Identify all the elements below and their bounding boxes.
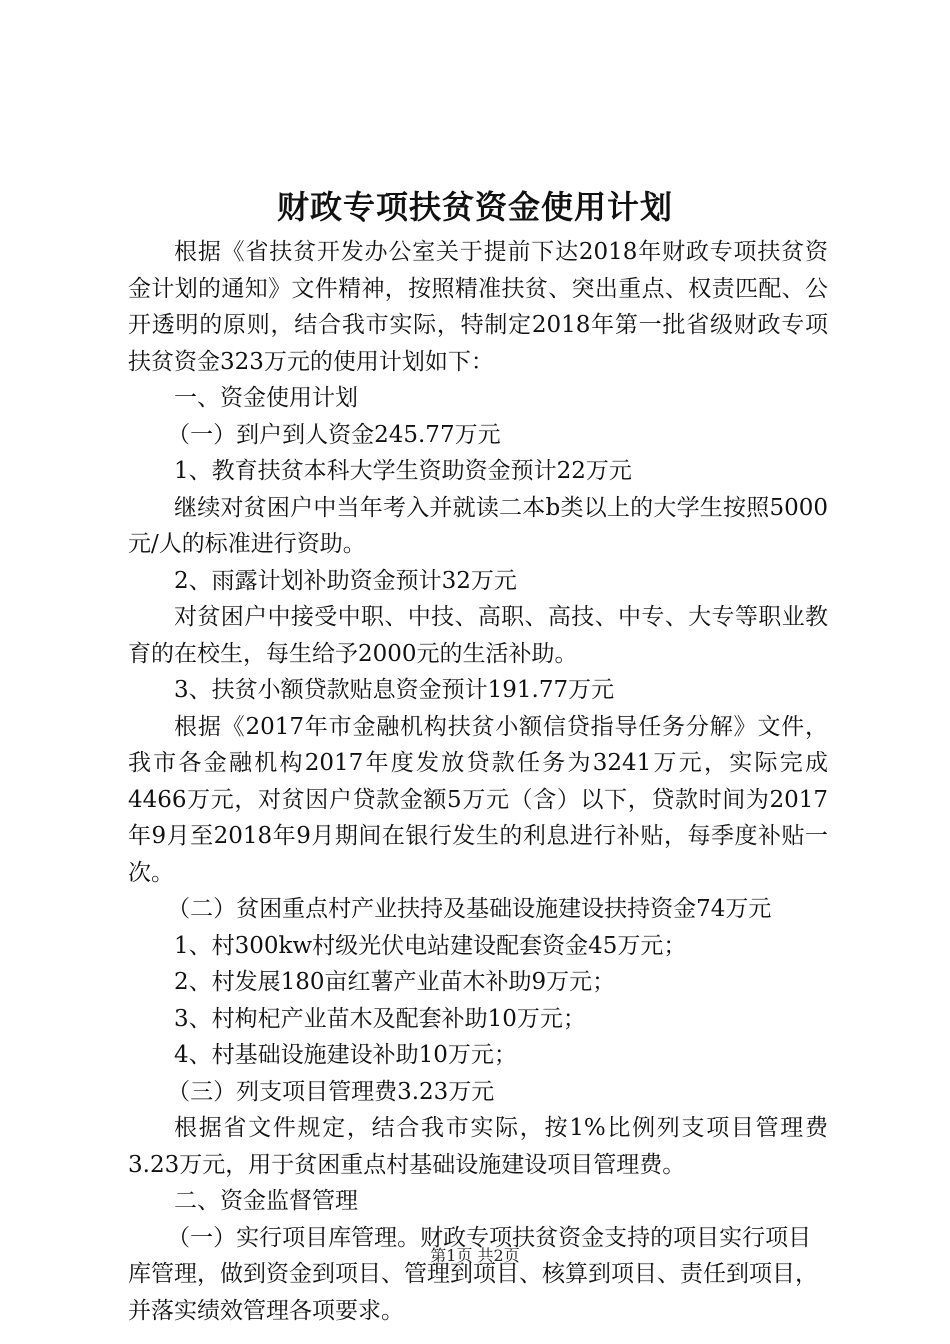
section-heading-fund-plan: 一、资金使用计划 bbox=[174, 385, 358, 411]
supervision-item-project-library: （一）实行项目库管理。财政专项扶贫资金支持的项目实行项目库管理，做到资金到项目、管理到项目、核算到项目、责任到项目，并落实绩效管理各项要求。 bbox=[128, 1224, 818, 1324]
item-heading-education: 1、教育扶贫本科大学生资助资金预计22万元 bbox=[174, 458, 632, 484]
page-footer: 第1页 共2页 bbox=[430, 1246, 520, 1265]
item-heading-yulu: 2、雨露计划补助资金预计32万元 bbox=[174, 567, 517, 594]
intro-paragraph: 根据《省扶贫开发办公室关于提前下达2018年财政专项扶贫资金计划的通知》文件精神，按照精准扶贫、突出重点、权责匹配、公开透明的原则，结合我市实际，特制定2018年第一批省级财政专项扶贫资金323万元的使用计划如下： bbox=[128, 239, 828, 375]
village-item-goji: 3、村枸杞产业苗木及配套补助10万元； bbox=[174, 1005, 586, 1032]
subsection-heading-management-fee: （三）列支项目管理费3.23万元 bbox=[167, 1078, 495, 1105]
section-heading-supervision: 二、资金监督管理 bbox=[174, 1188, 358, 1214]
item-body-yulu: 对贫困户中接受中职、中技、高职、高技、中专、大专等职业教育的在校生，每生给予2000元的生活补助。 bbox=[128, 604, 828, 667]
item-body-loan-subsidy: 根据《2017年市金融机构扶贫小额信贷指导任务分解》文件，我市各金融机构2017年度发放贷款任务为3241万元，实际完成4466万元，对贫因户贷款金额5万元（含）以下，贷款时间为2017年9月至2018年9月期间在银行发生的利息进行补贴，每季度补贴一次。 bbox=[128, 713, 828, 886]
document-title: 财政专项扶贫资金使用计划 bbox=[276, 188, 673, 226]
management-fee-body: 根据省文件规定，结合我市实际，按1%比例列支项目管理费3.23万元，用于贫困重点村基础设施建设项目管理费。 bbox=[128, 1115, 828, 1178]
item-body-education: 继续对贫困户中当年考入并就读二本b类以上的大学生按照5000元/人的标准进行资助。 bbox=[128, 494, 828, 557]
item-heading-loan-subsidy: 3、扶贫小额贷款贴息资金预计191.77万元 bbox=[174, 677, 615, 703]
village-item-solar: 1、村300kw村级光伏电站建设配套资金45万元； bbox=[174, 932, 687, 959]
village-item-infrastructure: 4、村基础设施建设补助10万元； bbox=[174, 1042, 517, 1068]
document-body bbox=[128, 234, 828, 1329]
village-item-sweet-potato: 2、村发展180亩红薯产业苗木补助9万元； bbox=[174, 969, 616, 995]
subsection-heading-village-support: （二）贫困重点村产业扶持及基础设施建设扶持资金74万元 bbox=[167, 896, 772, 922]
subsection-heading-household-funds: （一）到户到人资金245.77万元 bbox=[167, 421, 501, 448]
